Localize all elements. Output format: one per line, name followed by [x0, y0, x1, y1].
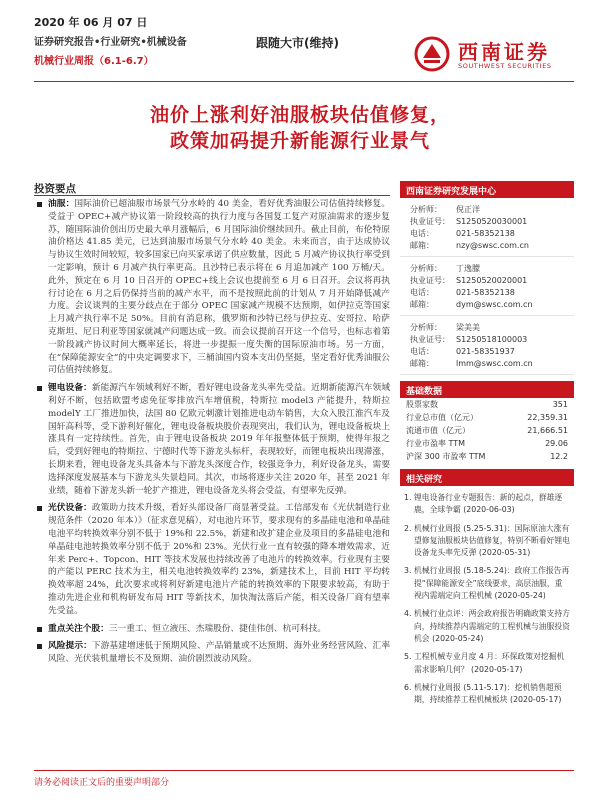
paragraph-lead: 油服：	[48, 199, 75, 209]
analyst-cert: S1250520030001	[456, 217, 528, 226]
paragraph-body: 新能源汽车领域利好不断，看好锂电设备龙头率先受益。近期新能源汽车领域利好不断，包括欧盟考虑免征零排放汽车增值税，特斯拉 model3 产能提升，特斯拉 modelY 工厂推进加快，法国 80 亿欧元刺激计划推进电动车销售，大众入股江淮汽车及国轩高科等，受下游利好催化，锂电设备板块股价表现突出，我们认为，锂电设备板块上涨具有一定持续性。首先，由于锂电设备板块 2019 年年报整体低于预期，使得年报之后，受到好锂电的特斯拉、宁德时代等下游龙头标杆，表现较好，而锂电板块出现滞涨，长期来看，锂电设备龙头具备本与下游龙头深度合作，较强竞争力，利好设备龙头，需要选择深度发展基本与下游龙头失景趋同。其次，市场将逐步关注 2020 年，甚至 2021 年业绩，随着下游龙头新一轮扩产推进，锂电设备龙头将会受益，有望率先反弹。	[48, 383, 391, 496]
logo-mark-icon	[414, 36, 450, 72]
research-center-heading: 西南证券研究发展中心	[400, 181, 574, 198]
square-bullet-icon	[37, 506, 42, 511]
paragraph-lead: 重点关注个股：	[48, 623, 109, 634]
analyst-phone: 021-58352138	[456, 288, 515, 297]
cert-label: 执业证号：	[410, 276, 450, 285]
phone-label: 电话：	[410, 347, 434, 356]
square-bullet-icon	[37, 202, 42, 207]
sidebar	[400, 181, 574, 706]
report-number: 5.	[404, 652, 412, 662]
header-divider	[34, 81, 574, 82]
square-bullet-icon	[37, 627, 42, 632]
report-category: 证券研究报告•行业研究•机械设备	[34, 37, 187, 48]
data-value: 351	[552, 400, 568, 409]
logo-name-cn: 西南证券	[458, 40, 550, 64]
analyst-label: 分析师：	[410, 264, 442, 273]
footer-divider	[34, 770, 574, 771]
industry-rating: 跟随大市(维持)	[256, 36, 339, 50]
analyst-card	[400, 257, 574, 316]
analyst-phone: 021-58351937	[456, 347, 515, 356]
report-title: 锂电设备行业专题报告：新的起点，群雄逐鹿，全球争霸 (2020-06-03)	[414, 493, 563, 515]
email-label: 邮箱：	[410, 241, 434, 250]
data-label: 行业市盈率 TTM	[406, 439, 466, 448]
analyst-name: 梁美美	[456, 323, 480, 332]
analyst-card	[400, 316, 574, 375]
phone-label: 电话：	[410, 288, 434, 297]
paragraph-oil-service	[34, 198, 390, 377]
paragraph-lead: 光伏设备：	[48, 503, 92, 514]
data-value: 22,359.31	[527, 413, 568, 422]
table-row	[400, 450, 574, 463]
related-research-section	[400, 469, 574, 706]
data-label: 行业总市值（亿元）	[406, 413, 478, 422]
analyst-phone: 021-58352138	[456, 229, 515, 238]
analyst-email: lmm@swsc.com.cn	[456, 359, 533, 368]
company-logo	[414, 34, 574, 74]
analyst-name: 丁逸朦	[456, 264, 480, 273]
related-report-item[interactable]	[400, 523, 574, 560]
basic-data-section	[400, 381, 574, 463]
report-weekly-title: 机械行业周报（6.1-6.7）	[34, 56, 154, 67]
square-bullet-icon	[37, 644, 42, 649]
paragraph-body: 政策助力技术升级，看好头部设备厂商显著受益。工信部发布《光伏制造行业规范条件（2020 年本）》（征求意见稿），对电池片环节，要求现有的多晶硅电池和单晶硅电池平均转换效率分别不低于 19%和 22.5%，新建和改扩建企业及项目的多晶硅电池和单晶硅电池转换效率分别不低于 20%和 23%。光伏行业一直有较强的降本增效需求，近年来 Perc+、Topcon、HIT 等技术发展也持续改善了电池片的转换效率。行业现有主要的产能以 PERC 技术为主，相关电池转换效率约 23%，新建技术上，目前 HIT 平均转换效率超 24%，此次要求或将利好新建电池片产能的转换效率的下限要求较高，有助于推动先进企业和机构研发布局 HIT 等新技术，加快淘汰落后产能，相关设备厂商有望率先受益。	[48, 503, 391, 616]
analyst-label: 分析师：	[410, 323, 442, 332]
paragraph-pv-equipment	[34, 502, 390, 617]
analyst-cert: S1250518100003	[456, 335, 528, 344]
table-row	[400, 437, 574, 450]
paragraph-body: 国际油价已超油服市场景气分水岭的 40 美金，看好优秀油服公司估值持续修复。受益于 OPEC+减产协议第一阶段较高的执行力度与各国复工复产对原油需求的逐步复苏，随国际油价创出历史最大单月涨幅后，6 月国际油价继续回升。截止目前，布伦特原油价格达 41.85 美元，已达到油服市场景气分水岭 40 美金。未来而言，由于达成协议与协议生效时间较短，较多国家已向买家承诺了供应数量，因此 5 月减产协议执行率受到一定影响，预计 6 月减产执行率更高。且沙特已表示将在 6 月追加减产 100 万桶/天。此外，预定在 6 月 10 日召开的 OPEC+线上会议也提前至 6 月 6 日召开。会议将再执行讨论在 6 月之后仍保持当前的减产水平，而不是按照此前的计划从 7 月开始降低减产力度。会议谈判的主要分歧点在于部分 OPEC 国家减产规模不达预期，如伊拉克等国家上月减产执行率不足 50%。目前有消息称，俄罗斯和沙特已经与伊拉克、安哥拉、哈萨克斯坦、尼日利亚等国家就减产问题达成一致。而会议提前召开这一个信号，也标志着第一阶段减产协议时间大概率延长，将进一步提振一度失衡的国际原油市场。另一方面，在“保障能源安全”的中央定调要求下，三桶油国内资本支出仍坚挺，坚定看好优秀油服公司估值持续修复。	[48, 199, 391, 376]
report-title-line-2: 政策加码提升新能源行业景气	[169, 130, 430, 152]
footer-disclaimer: 请务必阅读正文后的重要声明部分	[34, 778, 170, 788]
basic-data-table	[400, 398, 574, 463]
related-report-item[interactable]	[400, 608, 574, 645]
square-bullet-icon	[37, 386, 42, 391]
table-row	[400, 411, 574, 424]
report-number: 4.	[404, 609, 412, 619]
analyst-email: nzy@swsc.com.cn	[456, 241, 529, 250]
report-title: 机械行业周报 (5.18-5.24)：政府工作报告再提“保障能源安全”底线要求，高层油服，重视内需端定向工程机械 (2020-05-24)	[414, 566, 570, 601]
paragraph-body: 三一重工、恒立液压、杰瑞股份、捷佳伟创、杭可科技。	[108, 623, 326, 634]
basic-data-heading: 基础数据	[400, 381, 574, 398]
paragraph-lead: 风险提示：	[48, 641, 92, 652]
report-title: 机械行业点评：两会政府报告明确政策支持方向，持续推荐内需端定的工程机械与油服投资机会 (2020-05-24)	[414, 609, 570, 643]
cert-label: 执业证号：	[410, 217, 450, 226]
related-report-item[interactable]	[400, 492, 574, 517]
report-title-line-1: 油价上涨利好油服板块估值修复，	[149, 104, 450, 126]
data-label: 股票家数	[406, 400, 438, 409]
related-report-item[interactable]	[400, 682, 574, 707]
analyst-card	[400, 198, 574, 257]
main-content	[34, 198, 390, 671]
related-report-item[interactable]	[400, 651, 574, 676]
data-label: 流通市值（亿元）	[406, 426, 470, 435]
analyst-email: dym@swsc.com.cn	[456, 300, 533, 309]
related-report-item[interactable]	[400, 565, 574, 602]
data-value: 29.06	[545, 439, 568, 448]
analyst-cert: S1250520020001	[456, 276, 528, 285]
report-title: 机械行业周报 (5.11-5.17)：挖机销售超预期，持续推荐工程机械板块 (2020-05-17)	[414, 682, 562, 705]
section-heading: 投资要点	[34, 183, 76, 195]
report-number: 6.	[404, 682, 412, 692]
report-header	[34, 14, 187, 67]
paragraph-body: 下游基建增速低于预期风险、产品销量或不达预期、海外业务经营风险、汇率风险、光伏装机量增长不及预期、油价剧烈波动风险。	[48, 641, 391, 665]
table-row	[400, 398, 574, 411]
email-label: 邮箱：	[410, 300, 434, 309]
report-number: 1.	[404, 493, 412, 502]
analyst-label: 分析师：	[410, 205, 442, 214]
section-divider	[34, 195, 390, 196]
phone-label: 电话：	[410, 229, 434, 238]
table-row	[400, 424, 574, 437]
email-label: 邮箱：	[410, 359, 434, 368]
related-research-heading: 相关研究	[400, 469, 574, 486]
logo-name-en: SOUTHWEST SECURITIES	[458, 62, 552, 70]
report-number: 3.	[404, 566, 412, 576]
paragraph-risk	[34, 640, 390, 666]
paragraph-lead: 锂电设备：	[48, 383, 92, 394]
data-value: 12.2	[550, 452, 568, 461]
report-number: 2.	[404, 523, 412, 533]
report-date: 2020 年 06 月 07 日	[34, 16, 148, 29]
report-title: 机械行业周报 (5.25-5.31)：国际原油大涨有望修复油服板块估值修复，特别不断看好锂电设备龙头率先反弹 (2020-05-31)	[414, 523, 570, 558]
report-title: 工程机械专业月度 4 月：环保政策对挖掘机需求影响几何？ (2020-05-17)	[414, 652, 565, 674]
paragraph-lithium-equipment	[34, 382, 390, 497]
data-label: 沪深 300 市盈率 TTM	[406, 452, 486, 461]
cert-label: 执业证号：	[410, 335, 450, 344]
paragraph-key-stocks	[34, 623, 390, 636]
data-value: 21,666.51	[527, 426, 568, 435]
analyst-name: 倪正洋	[456, 205, 480, 214]
